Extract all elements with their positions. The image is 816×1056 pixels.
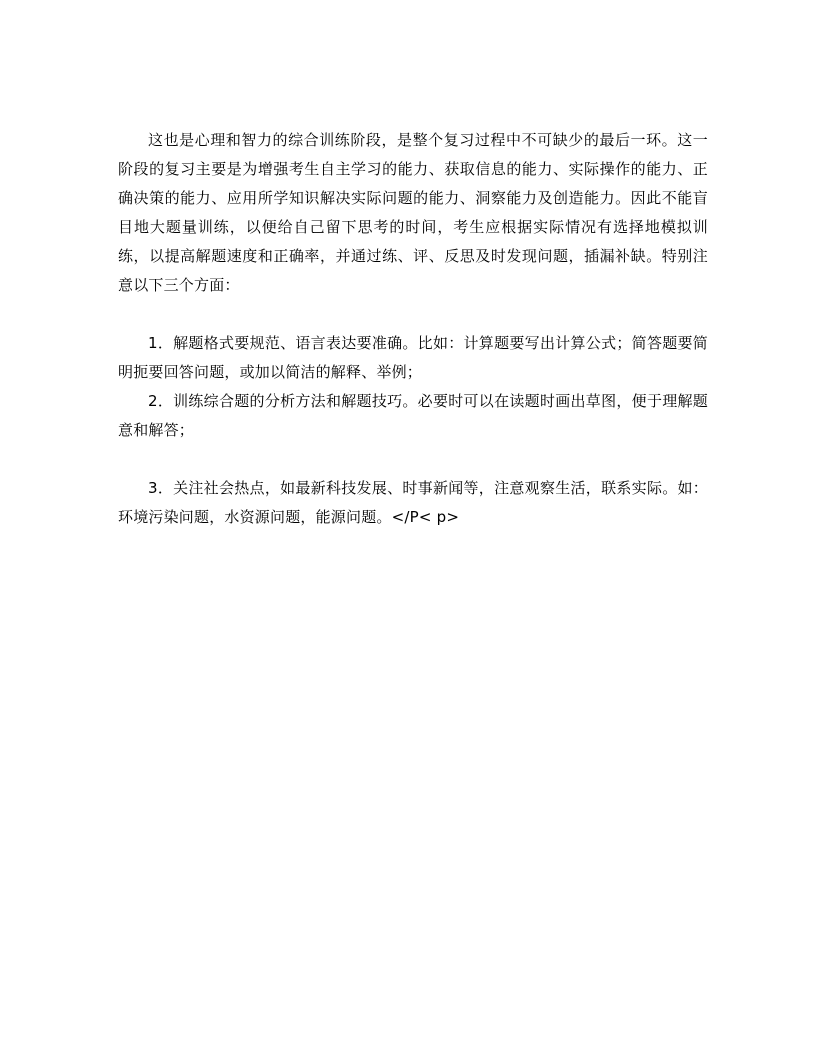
paragraph-spacer (118, 300, 708, 329)
document-body (118, 126, 708, 532)
point-3-paragraph: 3．关注社会热点，如最新科技发展、时事新闻等，注意观察生活，联系实际。如：环境污染问题，水资源问题，能源问题。</P< p> (118, 479, 708, 526)
point-2-paragraph: 2．训练综合题的分析方法和解题技巧。必要时可以在读题时画出草图，便于理解题意和解答； (118, 392, 708, 439)
paragraph-spacer (118, 445, 708, 474)
intro-paragraph: 这也是心理和智力的综合训练阶段，是整个复习过程中不可缺少的最后一环。这一阶段的复习主要是为增强考生自主学习的能力、获取信息的能力、实际操作的能力、正确决策的能力、应用所学知识解决实际问题的能力、洞察能力及创造能力。因此不能盲目地大题量训练，以便给自己留下思考的时间，考生应根据实际情况有选择地模拟训练，以提高解题速度和正确率，并通过练、评、反思及时发现问题，插漏补缺。特别注意以下三个方面： (118, 131, 708, 294)
point-1-paragraph: 1．解题格式要规范、语言表达要准确。比如：计算题要写出计算公式；简答题要简明扼要回答问题，或加以简洁的解释、举例； (118, 334, 708, 381)
